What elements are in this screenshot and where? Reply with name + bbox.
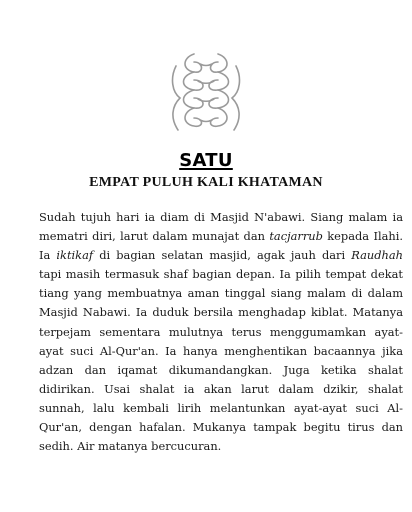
body-paragraph — [39, 208, 403, 456]
text-segment: tapi masih termasuk shaf bagian depan. Ia pilih tempat dekat tiang yang membuatnya aman tinggal siang malam di dalam Masjid Nabawi. Ia duduk bersila menghadap kiblat. Matanya terpejam sementara mulutnya terus menggumamkan ayat-ayat suci Al-Qur'an. Ia hanya menghentikan bacaannya jika adzan dan iqamat dikumandangkan. Juga ketika shalat didirikan. Usai shalat ia akan larut dalam dzikir, shalat sunnah, lalu kembali lirih melantunkan ayat-ayat suci Al-Qur'an, dengan hafalan. Mukanya tampak begitu tirus dan sedih. Air matanya bercucuran. — [39, 267, 403, 454]
italic-term: iktikaf — [56, 248, 94, 263]
italic-term: tacjarrub — [269, 229, 323, 244]
text-segment: kepada Ilahi. Ia — [39, 229, 403, 263]
chapter-title: EMPAT PULUH KALI KHATAMAN — [89, 175, 323, 190]
calligraphic-flourish-icon — [168, 48, 244, 138]
italic-term: Raudhah — [351, 248, 403, 263]
text-segment: Sudah tujuh hari ia diam di Masjid N'abawi. Siang malam ia mematri diri, larut dalam munajat dan — [39, 210, 403, 244]
text-segment: di bagian selatan masjid, agak jauh dari — [93, 248, 352, 263]
chapter-number: SATU — [179, 150, 233, 171]
